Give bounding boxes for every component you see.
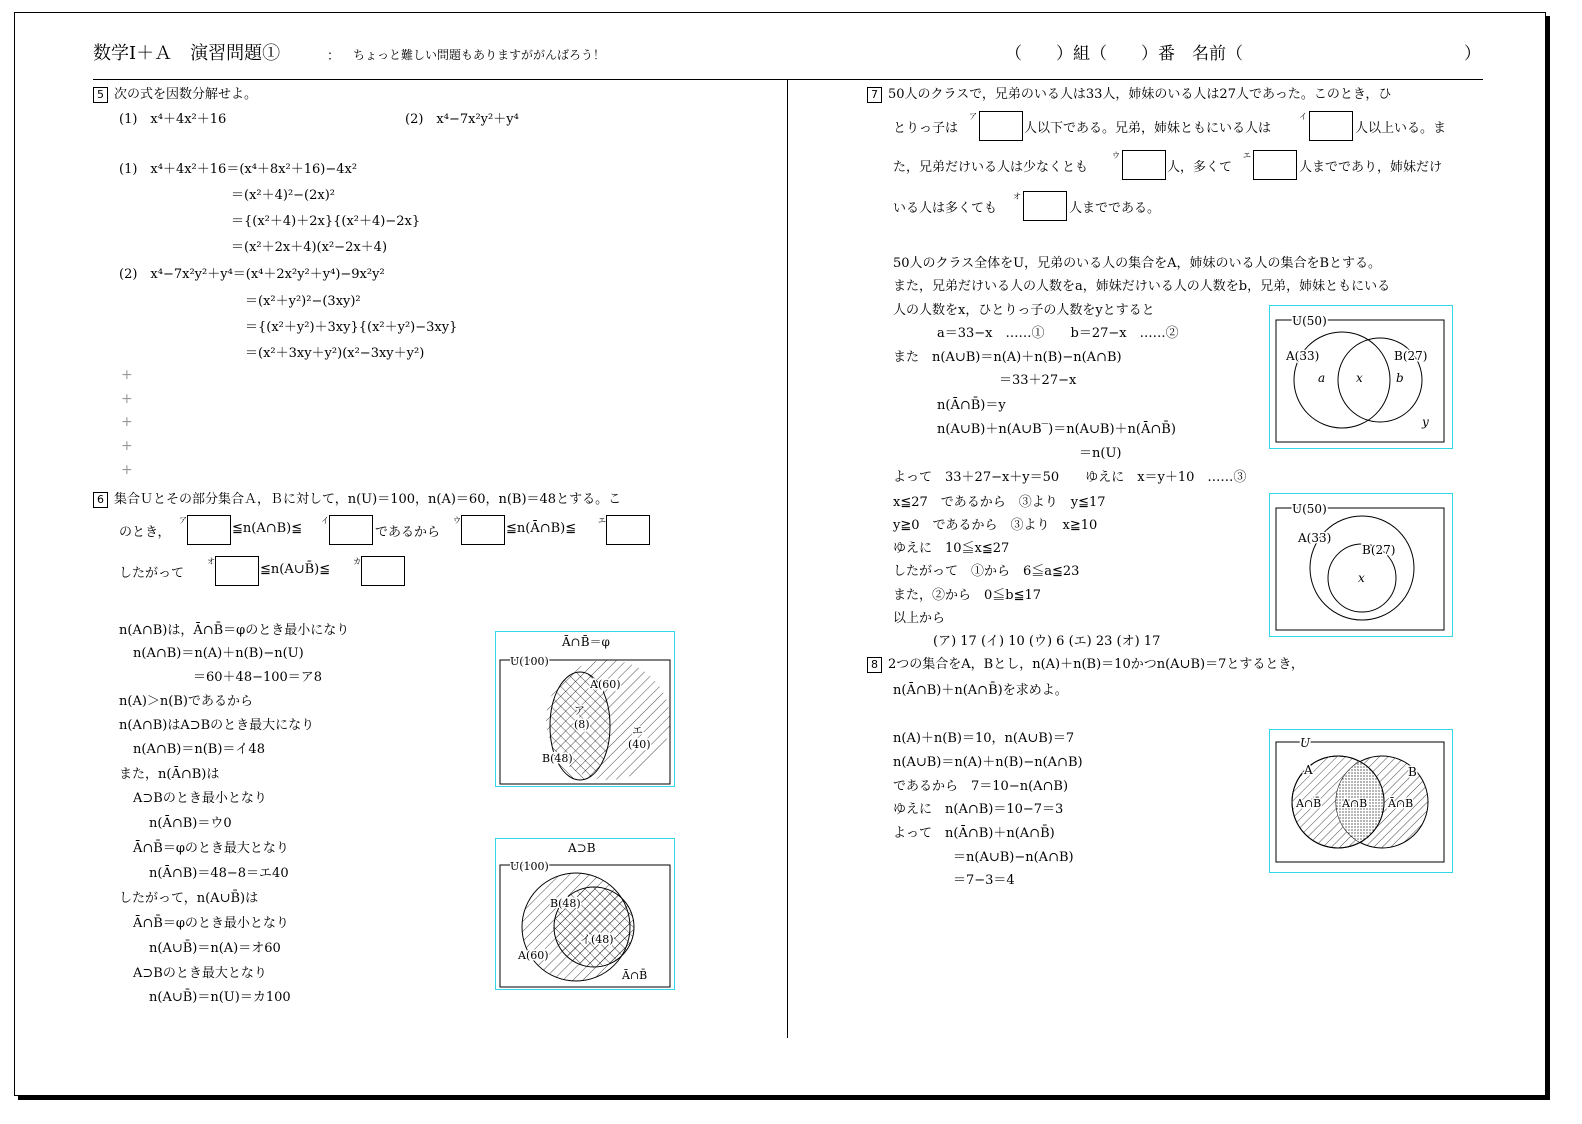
- label-b: B(48): [542, 752, 573, 765]
- q8-sol-line: よって n(Ā∩B)＋n(A∩B̄): [893, 826, 1055, 841]
- q6-sol-line: n(A∪B̄)＝n(U)＝カ100: [149, 990, 291, 1005]
- blank-label-u: ウ: [1112, 151, 1120, 160]
- label-a: A(60): [518, 949, 549, 962]
- answer-blank-i[interactable]: [1309, 111, 1353, 141]
- q7-prompt-line: [867, 83, 1391, 103]
- q6-sol-line: n(Ā∩B)＝ウ0: [149, 816, 232, 831]
- q7-answer-summary: (ア) 17 (イ) 10 (ウ) 6 (エ) 23 (オ) 17: [933, 634, 1161, 649]
- fig-title-text: A⊃B: [568, 841, 596, 855]
- answer-blank-o[interactable]: [1023, 191, 1067, 221]
- answer-blank-e[interactable]: [606, 515, 650, 545]
- label-u: U(50): [1292, 314, 1327, 328]
- label-b-only: Ā∩B: [1388, 797, 1414, 810]
- q7-sol-line: a＝33−x ……① b＝27−x ……②: [937, 326, 1179, 341]
- blank-line-marker: +: [121, 462, 133, 478]
- blank-label-a: ア: [969, 112, 977, 121]
- q6-line2-a: のとき，: [119, 525, 171, 540]
- q7-line3-a: た，兄弟だけいる人は少なくとも: [893, 160, 1089, 175]
- q6-line3-b: ≦n(A∪B̄)≦: [260, 562, 331, 577]
- q6-sol-line: A⊃Bのとき最小となり: [133, 791, 267, 806]
- label-b-only: b: [1396, 371, 1404, 385]
- label-a: A(60): [590, 678, 621, 691]
- answer-blank-o[interactable]: [215, 556, 259, 586]
- label-b: B(27): [1394, 349, 1428, 363]
- q7-sol-line: したがって ①から 6≦a≦23: [893, 564, 1080, 579]
- q8-sol-line: であるから 7＝10−n(A∩B): [893, 779, 1069, 794]
- blank-label-e: エ: [598, 516, 606, 525]
- q7-sol-line: よって 33＋27−x＋y＝50 ゆえに x＝y＋10 ……③: [893, 470, 1247, 485]
- label-u: U(50): [1292, 502, 1327, 516]
- q6-sol-line: n(A)＞n(B)であるから: [119, 694, 253, 709]
- label-b: B(27): [1362, 543, 1396, 557]
- q7-sol-line: また，兄弟だけいる人の人数をa，姉妹だけいる人の人数をb，兄弟，姉妹ともにいる: [893, 279, 1391, 294]
- blank-label-o: オ: [207, 557, 215, 566]
- q7-line4-a: いる人は多くても: [893, 201, 998, 216]
- label-corner: Ā∩B̄: [622, 969, 648, 982]
- q7-line2-b: 人以下である。兄弟，姉妹ともにいる人は: [1024, 121, 1272, 136]
- q6-sol-line: Ā∩B̄＝φのとき最大となり: [133, 841, 289, 856]
- answer-blank-u[interactable]: [1122, 150, 1166, 180]
- q7-line3-c: 人までであり，姉妹だけ: [1299, 160, 1443, 175]
- q6-line2-c: であるから: [375, 525, 441, 540]
- q7-sol-line: ゆえに 10≦x≦27: [893, 541, 1010, 556]
- q6-venn-figure-1: [495, 631, 675, 787]
- q7-line1: 50人のクラスで，兄弟のいる人は33人，姉妹のいる人は27人であった。このとき，ひ: [888, 87, 1392, 102]
- q6-sol-line: n(Ā∩B)＝48−8＝エ40: [149, 866, 289, 881]
- q7-number: 7: [867, 87, 882, 103]
- q7-line4-b: 人までである。: [1069, 201, 1161, 216]
- blank-line-marker: +: [121, 391, 133, 407]
- q5-number: 5: [93, 87, 108, 103]
- q6-sol-line: n(A∩B)＝n(A)＋n(B)−n(U): [133, 646, 304, 661]
- q7-line2-c: 人以上いる。ま: [1355, 121, 1447, 136]
- q7-sol-line: x≦27 であるから ③より y≦17: [893, 495, 1106, 510]
- label-b: B: [1408, 765, 1417, 779]
- answer-blank-a[interactable]: [187, 515, 231, 545]
- answer-blank-e[interactable]: [1253, 150, 1297, 180]
- q7-line2-a: とりっ子は: [893, 121, 959, 136]
- venn-diagram-2: [496, 839, 674, 989]
- q6-sol-line: n(A∩B)は，Ā∩B̄＝φのとき最小になり: [119, 623, 350, 638]
- label-a: A(33): [1298, 531, 1332, 545]
- q6-sol-line: Ā∩B̄＝φのとき最小となり: [133, 916, 289, 931]
- q8-sol-line: ゆえに n(A∩B)＝10−7＝3: [893, 802, 1064, 817]
- q7-sol-line: n(Ā∩B̄)＝y: [937, 398, 1006, 413]
- label-right1: エ: [632, 724, 643, 737]
- q5-s1-line: (1) x⁴＋4x²＋16＝(x⁴＋8x²＋16)−4x²: [119, 162, 358, 177]
- q8-line2: n(Ā∩B)＋n(A∩B̄)を求めよ。: [893, 683, 1068, 698]
- label-a: A: [1304, 763, 1313, 777]
- label-u: U(100): [510, 655, 549, 668]
- label-a: A(33): [1286, 349, 1320, 363]
- q5-prompt: 次の式を因数分解せよ。: [114, 87, 258, 102]
- class-number-name-line: （ ）組（ ）番 名前（ ）: [1005, 44, 1481, 64]
- q8-number: 8: [867, 657, 882, 673]
- venn-diagram-3: [1270, 306, 1452, 448]
- q7-sol-line: ＝33＋27−x: [999, 373, 1077, 388]
- blank-line-marker: +: [121, 367, 133, 383]
- q6-sol-line: A⊃Bのとき最大となり: [133, 966, 267, 981]
- blank-label-o: オ: [1013, 192, 1021, 201]
- label-mid2: (8): [574, 718, 590, 731]
- q5-problem-2: (2) x⁴−7x²y²＋y⁴: [405, 112, 519, 127]
- q8-sol-line: ＝n(A∪B)−n(A∩B): [953, 850, 1074, 865]
- q7-sol-line: y≧0 であるから ③より x≧10: [893, 518, 1098, 533]
- q5-s2-line: ＝(x²＋y²)²−(3xy)²: [245, 294, 361, 309]
- worksheet-title: 数学Ⅰ＋Ａ 演習問題①: [93, 43, 281, 64]
- answer-blank-u[interactable]: [461, 515, 505, 545]
- label-a-only: a: [1318, 371, 1326, 385]
- q6-line2-d: ≦n(Ā∩B)≦: [506, 521, 577, 536]
- label-both: x: [1358, 571, 1365, 585]
- label-u: U(100): [510, 860, 549, 873]
- q6-sol-line: n(A∩B)＝n(B)＝イ48: [133, 742, 265, 757]
- label-neither: y: [1422, 415, 1429, 429]
- q7-sol-line: n(A∪B)＋n(A∪B‾)＝n(A∪B)＋n(Ā∩B̄): [937, 422, 1176, 437]
- q8-sol-line: ＝7−3＝4: [953, 873, 1015, 888]
- q8-prompt-line: [867, 653, 1304, 673]
- q7-sol-line: 50人のクラス全体をU，兄弟のいる人の集合をA，姉妹のいる人の集合をBとする。: [893, 256, 1382, 271]
- worksheet-page: [14, 12, 1546, 1096]
- q7-sol-line: 人の人数をx，ひとりっ子の人数をyとすると: [893, 303, 1155, 318]
- q6-sol-line: n(A∪B̄)＝n(A)＝オ60: [149, 941, 281, 956]
- q7-line3-b: 人，多くて: [1167, 160, 1233, 175]
- label-right2: (40): [628, 738, 651, 751]
- label-a-and-b: A∩B: [1342, 797, 1368, 810]
- q6-sol-line: ＝60＋48−100＝ア8: [193, 670, 323, 685]
- answer-blank-ka[interactable]: [361, 556, 405, 586]
- q7-sol-line: また n(A∪B)＝n(A)＋n(B)−n(A∩B): [893, 350, 1122, 365]
- label-b: B(48): [550, 897, 581, 910]
- q8-sol-line: n(A)＋n(B)＝10，n(A∪B)＝7: [893, 731, 1075, 746]
- q6-line2-b: ≦n(A∩B)≦: [232, 521, 303, 536]
- q5-s2-line: (2) x⁴−7x²y²＋y⁴＝(x⁴＋2x²y²＋y⁴)−9x²y²: [119, 267, 385, 282]
- label-both: x: [1356, 371, 1363, 385]
- q6-number: 6: [93, 492, 108, 508]
- venn-diagram-1: [496, 632, 674, 786]
- q7-venn-figure-2: [1269, 493, 1453, 637]
- label-a-only: A∩B̄: [1296, 797, 1322, 810]
- venn-diagram-4: [1270, 494, 1452, 636]
- q6-line1: 集合Ｕとその部分集合Ａ，Ｂに対して，n(U)＝100，n(A)＝60，n(B)＝48とする。こ: [114, 492, 622, 507]
- title-colon: ：: [327, 49, 341, 64]
- blank-label-a: ア: [179, 516, 187, 525]
- header-rule: [93, 79, 1483, 80]
- label-u: U: [1300, 736, 1311, 750]
- q5-s1-line: ＝(x²＋2x＋4)(x²−2x＋4): [231, 240, 388, 255]
- q6-prompt-line: [93, 488, 621, 508]
- blank-label-e: エ: [1243, 151, 1251, 160]
- q5-s1-line: ＝(x²＋4)²−(2x)²: [231, 188, 336, 203]
- q8-venn-figure: [1269, 729, 1453, 873]
- q6-line3-a: したがって: [119, 566, 185, 581]
- q5-s1-line: ＝{(x²＋4)＋2x}{(x²＋4)−2x}: [231, 214, 421, 229]
- column-divider: [787, 80, 788, 1038]
- q7-sol-line: 以上から: [893, 611, 946, 626]
- q8-line1: 2つの集合をA，Bとし，n(A)＋n(B)＝10かつn(A∪B)＝7とするとき，: [888, 657, 1304, 672]
- blank-label-i: イ: [321, 516, 329, 525]
- answer-blank-a[interactable]: [979, 111, 1023, 141]
- label-mid1: ア: [574, 704, 585, 717]
- venn-diagram-5: [1270, 730, 1452, 872]
- blank-label-ka: カ: [353, 557, 361, 566]
- q5-s2-line: ＝(x²＋3xy＋y²)(x²−3xy＋y²): [245, 346, 425, 361]
- q5-prompt-line: [93, 83, 257, 103]
- blank-line-marker: +: [121, 414, 133, 430]
- q6-sol-line: したがって，n(A∪B̄)は: [119, 891, 259, 906]
- q6-sol-line: また，n(Ā∩B)は: [119, 767, 220, 782]
- q7-sol-line: ＝n(U): [1079, 446, 1122, 461]
- q5-problem-1: (1) x⁴＋4x²＋16: [119, 112, 227, 127]
- fig-title-text: Ā∩B̄＝φ: [562, 635, 610, 649]
- blank-label-u: ウ: [453, 516, 461, 525]
- q7-sol-line: また，②から 0≦b≦17: [893, 588, 1042, 603]
- label-in: イ(48): [580, 933, 614, 946]
- q6-venn-figure-2: [495, 838, 675, 990]
- q8-sol-line: n(A∪B)＝n(A)＋n(B)−n(A∩B): [893, 755, 1083, 770]
- q5-s2-line: ＝{(x²＋y²)＋3xy}{(x²＋y²)−3xy}: [245, 320, 458, 335]
- blank-line-marker: +: [121, 438, 133, 454]
- q7-venn-figure-1: [1269, 305, 1453, 449]
- blank-label-i: イ: [1299, 112, 1307, 121]
- answer-blank-i[interactable]: [329, 515, 373, 545]
- set-a-circle: [1294, 332, 1390, 428]
- q6-sol-line: n(A∩B)はA⊃Bのとき最大になり: [119, 718, 315, 733]
- worksheet-subtitle: ちょっと難しい問題もありますががんばろう！: [353, 48, 606, 62]
